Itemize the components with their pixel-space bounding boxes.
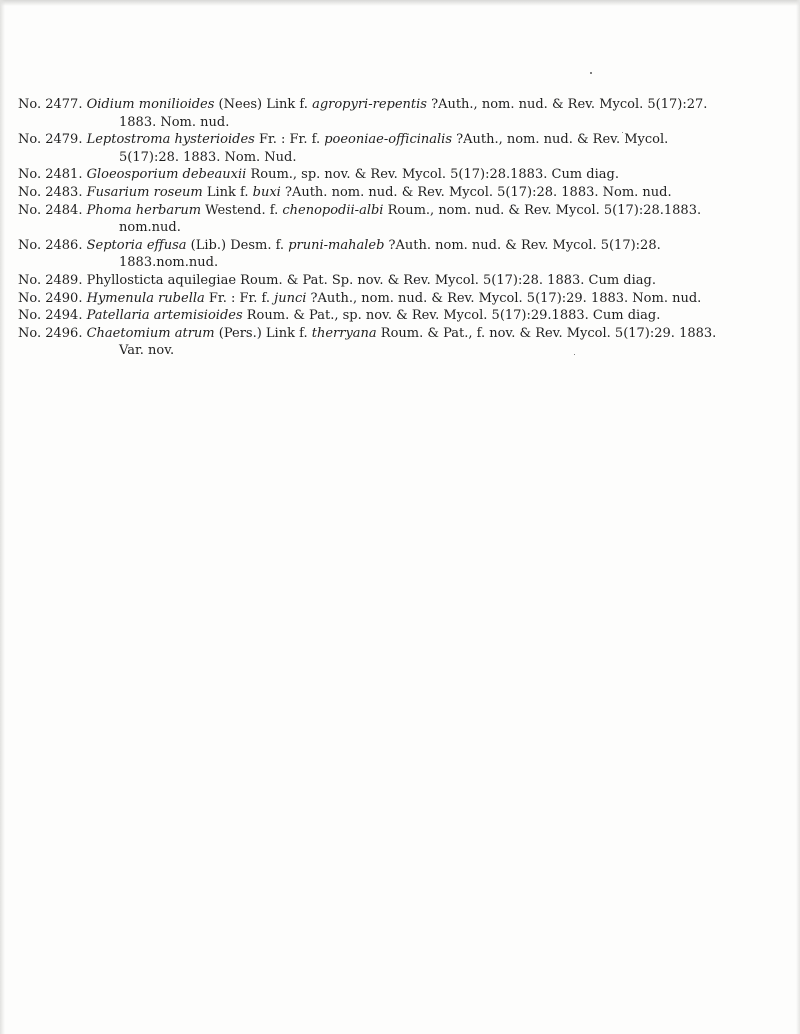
list-item — [18, 184, 718, 202]
entry-number: No. 2496. — [18, 325, 83, 341]
taxon-name: pruni-mahaleb — [288, 237, 385, 253]
entry-text: Roum. & Pat., f. nov. & Rev. Mycol. 5(17):29. 1883. Var. nov. — [119, 325, 717, 359]
list-item — [18, 325, 718, 360]
entry-text: ?Auth., nom. nud. & Rev. Mycol. 5(17):27. 1883. Nom. nud. — [119, 97, 708, 130]
entry-text: Westend. f. — [201, 202, 283, 218]
entry-number: No. 2483. — [18, 184, 83, 200]
entry-text: ?Auth. nom. nud. & Rev. Mycol. 5(17):28. 1883. Nom. nud. — [280, 184, 672, 200]
taxon-name: Gloeosporium debeauxii — [86, 167, 247, 183]
scan-edge-left — [0, 0, 5, 1034]
list-item — [18, 131, 718, 166]
entry-text: (Pers.) Link f. — [214, 325, 312, 341]
entry-number: No. 2490. — [18, 290, 83, 306]
entry-number: No. 2486. — [18, 237, 83, 253]
entry-number: No. 2479. — [18, 132, 83, 148]
taxon-name: junci — [274, 290, 307, 306]
list-item — [18, 272, 718, 290]
taxon-name: Hymenula rubella — [86, 290, 205, 306]
taxon-name: Fusarium roseum — [86, 184, 203, 200]
list-item — [18, 202, 718, 237]
entry-text: Roum., sp. nov. & Rev. Mycol. 5(17):28.1883. Cum diag. — [246, 167, 619, 183]
taxon-name: Chaetomium atrum — [86, 325, 215, 341]
entry-number: No. 2489. — [18, 272, 83, 288]
taxon-name: Patellaria artemisioides — [86, 308, 243, 324]
taxon-name: Septoria effusa — [86, 237, 187, 253]
taxon-name: agropyri-repentis — [312, 97, 427, 112]
entry-text: (Nees) Link f. — [214, 97, 313, 112]
taxon-name: Oidium monilioides — [86, 97, 215, 112]
list-item — [18, 166, 718, 184]
entry-text: Link f. — [202, 184, 253, 200]
taxon-name: therryana — [311, 325, 377, 341]
scan-speck — [590, 72, 592, 74]
scan-edge-top — [0, 0, 800, 6]
taxon-name: poeoniae-officinalis — [324, 132, 452, 148]
entry-text: (Lib.) Desm. f. — [186, 237, 289, 253]
entry-text: Fr. : Fr. f. — [204, 290, 275, 306]
entry-number: No. 2494. — [18, 308, 83, 324]
entry-text: ?Auth. nom. nud. & Rev. Mycol. 5(17):28. 1883.nom.nud. — [119, 237, 661, 271]
entry-text: Phyllosticta aquilegiae Roum. & Pat. Sp. nov. & Rev. Mycol. 5(17):28. 1883. Cum diag. — [82, 272, 656, 288]
taxon-name: chenopodii-albi — [282, 202, 384, 218]
taxon-name: Phoma herbarum — [86, 202, 202, 218]
scan-edge-right — [796, 0, 800, 1034]
taxon-name: Leptostroma hysterioides — [86, 132, 255, 148]
entry-number: No. 2484. — [18, 202, 83, 218]
list-item — [18, 96, 718, 131]
taxon-name: buxi — [252, 184, 281, 200]
entry-number: No. 2481. — [18, 167, 83, 183]
entry-number: No. 2477. — [18, 97, 83, 112]
list-item — [18, 307, 718, 325]
entry-text: Roum. & Pat., sp. nov. & Rev. Mycol. 5(17):29.1883. Cum diag. — [242, 308, 661, 324]
entry-text: Fr. : Fr. f. — [254, 132, 325, 148]
list-item — [18, 290, 718, 308]
entry-text: Roum., nom. nud. & Rev. Mycol. 5(17):28.1883. nom.nud. — [119, 202, 702, 236]
entry-text: ?Auth., nom. nud. & Rev. Mycol. 5(17):28. 1883. Nom. Nud. — [119, 132, 669, 165]
entry-list — [18, 96, 718, 360]
entry-text: ?Auth., nom. nud. & Rev. Mycol. 5(17):29. 1883. Nom. nud. — [306, 290, 702, 306]
list-item — [18, 237, 718, 272]
